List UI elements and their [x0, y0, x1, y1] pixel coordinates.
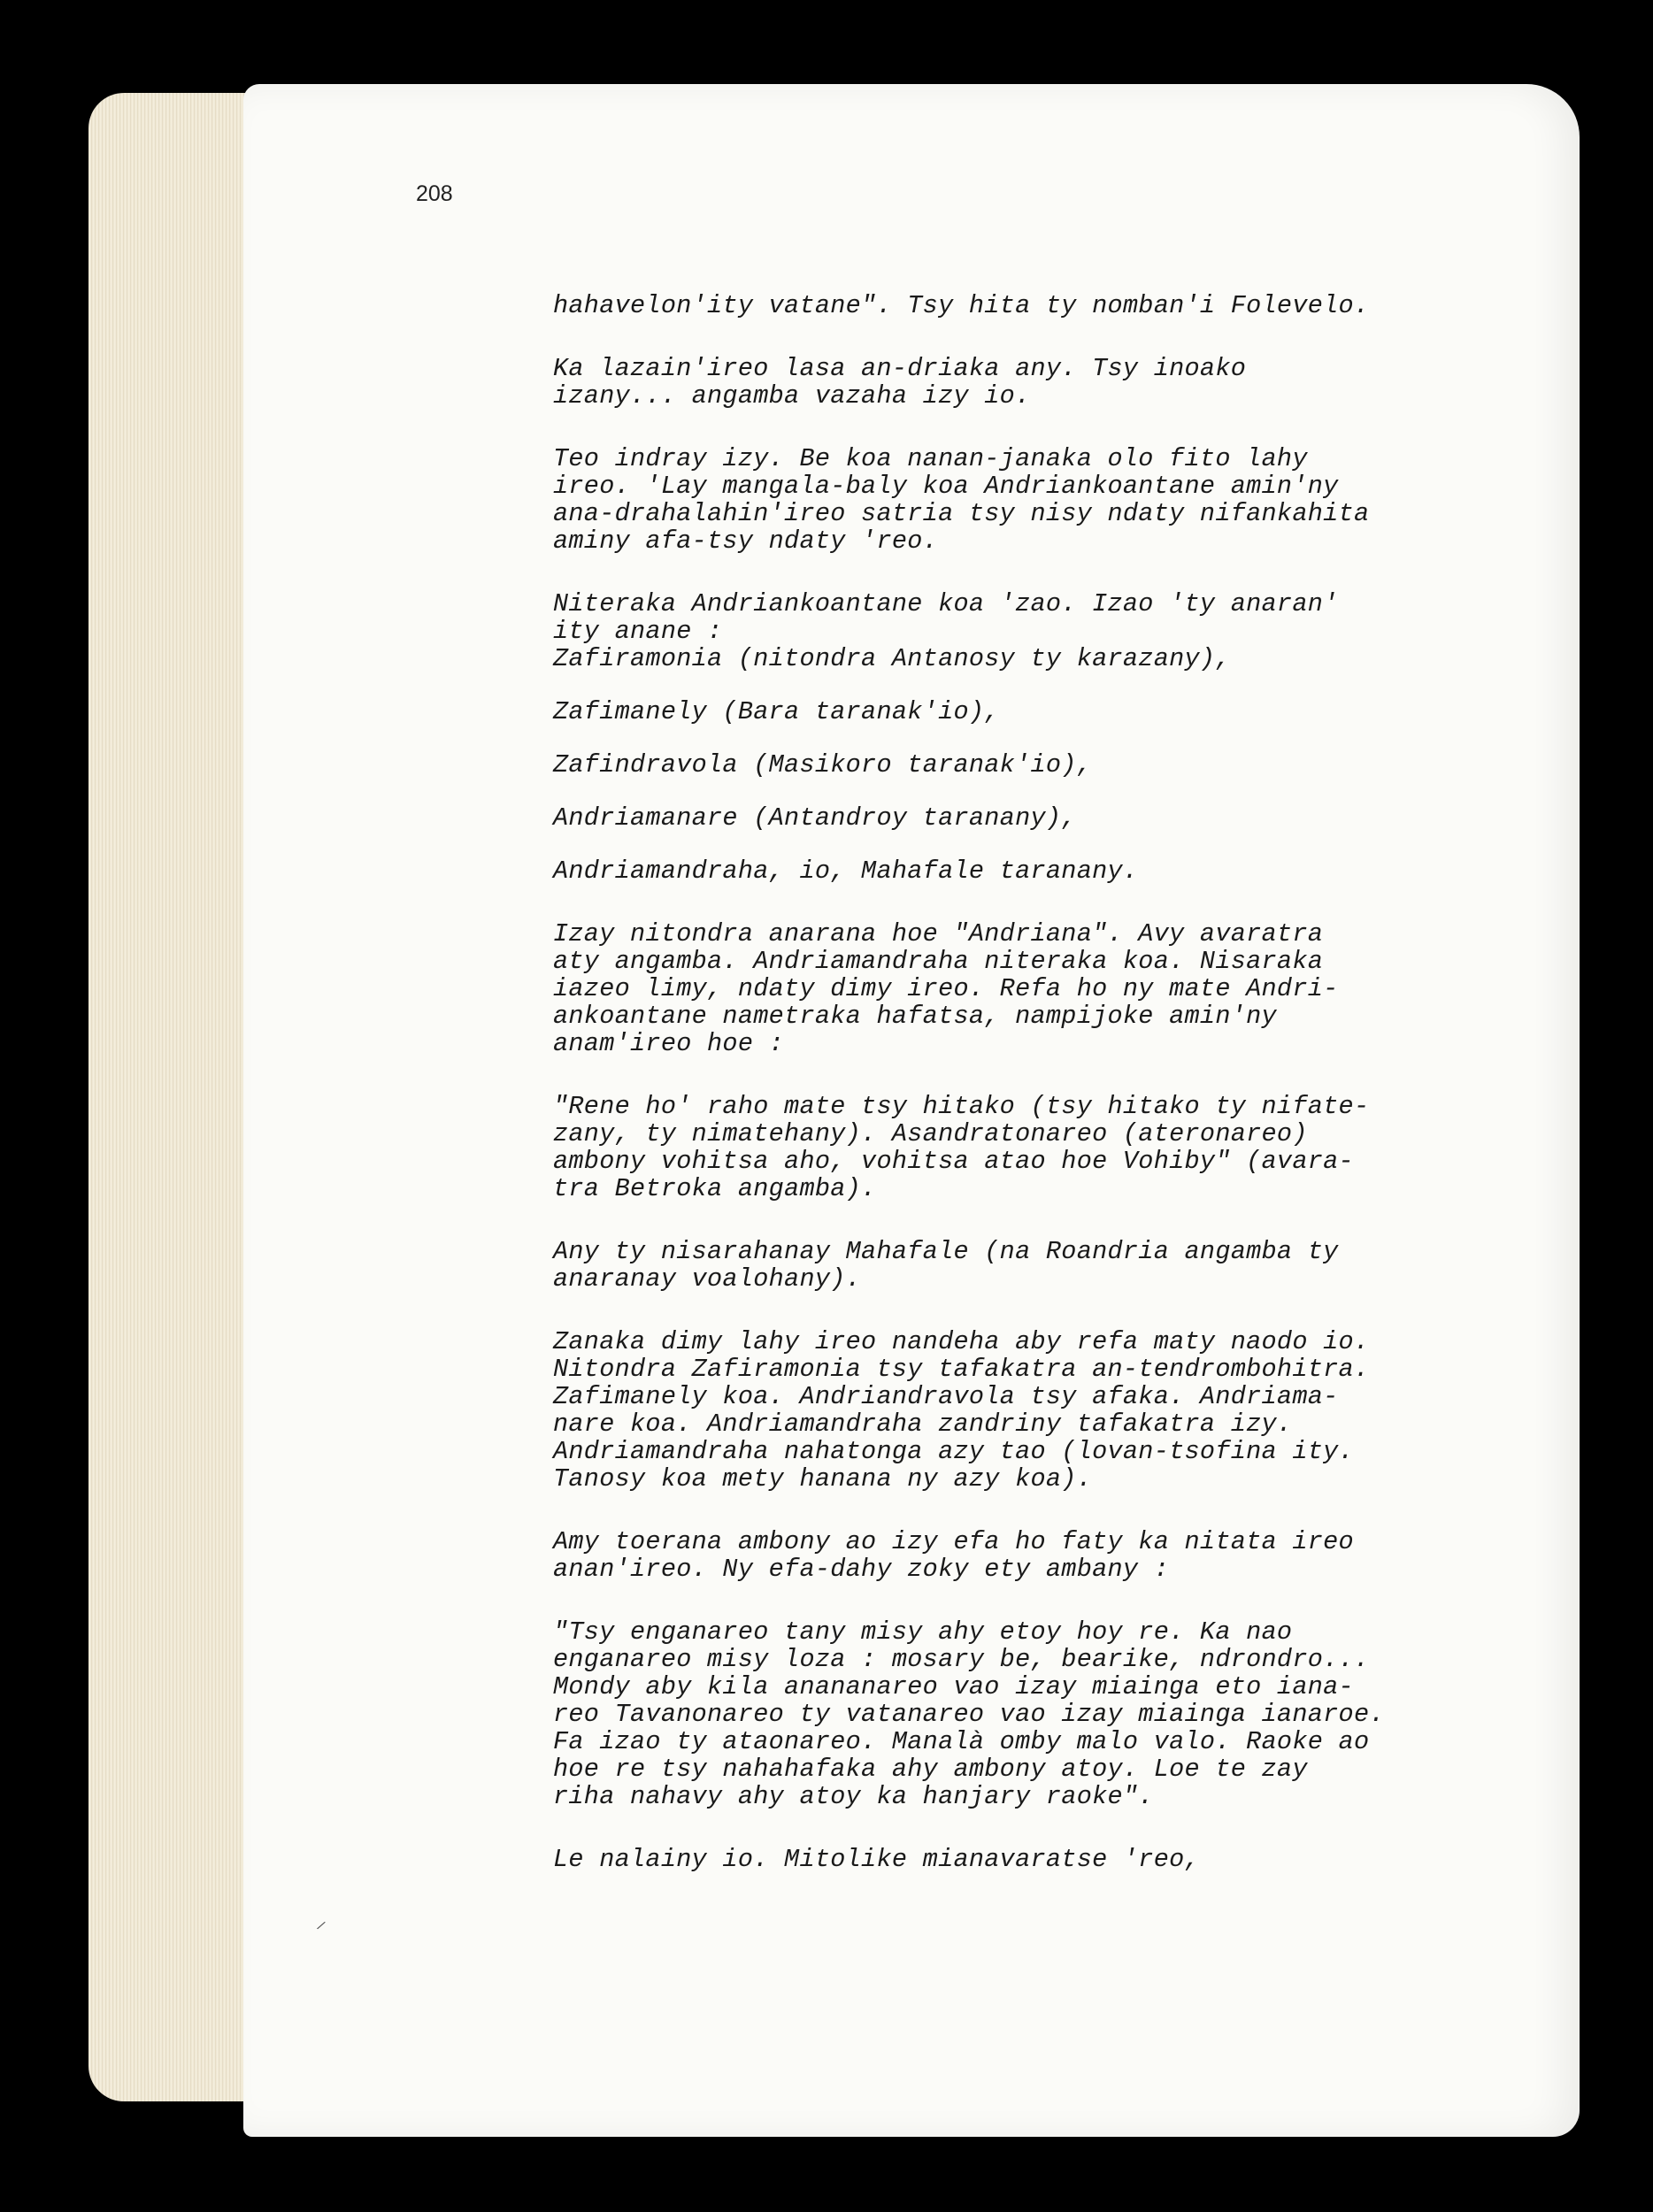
paragraph: Teo indray izy. Be koa nanan-janaka olo fito lahy ireo. 'Lay mangala-baly koa Andriankoantane amin'ny ana-drahalahin'ireo satria tsy nisy ndaty nifankahita aminy afa-tsy ndaty 'reo.: [553, 444, 1370, 556]
paragraph: hahavelon'ity vatane". Tsy hita ty nomban'i Folevelo.: [553, 291, 1370, 320]
list-item: Andriamanare (Antandroy taranany),: [553, 803, 1077, 833]
list-item: Zafindravola (Masikoro taranak'io),: [553, 750, 1093, 780]
paragraph: "Tsy enganareo tany misy ahy etoy hoy re. Ka nao enganareo misy loza : mosary be, bearike, ndrondro... Mondy aby kila anananareo vao izay miainga eto iana- reo Tavanonareo ty vatanareo vao izay miainga ianaroe. Fa izao ty ataonareo. Manalà omby malo valo. Raoke ao hoe re tsy nahahafaka ahy ambony atoy. Loe te zay riha nahavy ahy atoy ka hanjary raoke".: [553, 1617, 1385, 1811]
paragraph: Ka lazain'ireo lasa an-driaka any. Tsy inoako izany... angamba vazaha izy io.: [553, 354, 1247, 411]
paragraph: Izay nitondra anarana hoe "Andriana". Avy avaratra aty angamba. Andriamandraha niteraka koa. Nisaraka iazeo limy, ndaty dimy ireo. Refa ho ny mate Andri- ankoantane nametraka hafatsa, nampijoke amin'ny anam'ireo hoe :: [553, 919, 1339, 1058]
list-item: Zafiramonia (nitondra Antanosy ty karazany),: [553, 644, 1231, 673]
paragraph: Any ty nisarahanay Mahafale (na Roandria angamba ty anaranay voalohany).: [553, 1237, 1339, 1294]
paragraph: "Rene ho' raho mate tsy hitako (tsy hitako ty nifate- zany, ty nimatehany). Asandratonareo (ateronareo) ambony vohitsa aho, vohitsa atao hoe Vohiby" (avara- tra Betroka angamba).: [553, 1092, 1370, 1203]
pencil-mark: /: [314, 1919, 327, 1935]
paragraph: Le nalainy io. Mitolike mianavaratse 'reo,: [553, 1845, 1200, 1874]
paragraph: Niteraka Andriankoantane koa 'zao. Izao 'ty anaran' ity anane :: [553, 589, 1339, 646]
page-number: 208: [416, 181, 453, 206]
list-item: Zafimanely (Bara taranak'io),: [553, 697, 1000, 726]
book-page-edges: [88, 93, 265, 2101]
list-item: Andriamandraha, io, Mahafale taranany.: [553, 856, 1139, 886]
paragraph: Amy toerana ambony ao izy efa ho faty ka nitata ireo anan'ireo. Ny efa-dahy zoky ety ambany :: [553, 1527, 1354, 1584]
page-text: [553, 292, 1491, 1909]
paragraph: Zanaka dimy lahy ireo nandeha aby refa maty naodo io. Nitondra Zafiramonia tsy tafakatra an-tendrombohitra. Zafimanely koa. Andriandravola tsy afaka. Andriama- nare koa. Andriamandraha zandriny tafakatra izy. Andriamandraha nahatonga azy tao (lovan-tsofina ity. Tanosy koa mety hanana ny azy koa).: [553, 1327, 1370, 1494]
